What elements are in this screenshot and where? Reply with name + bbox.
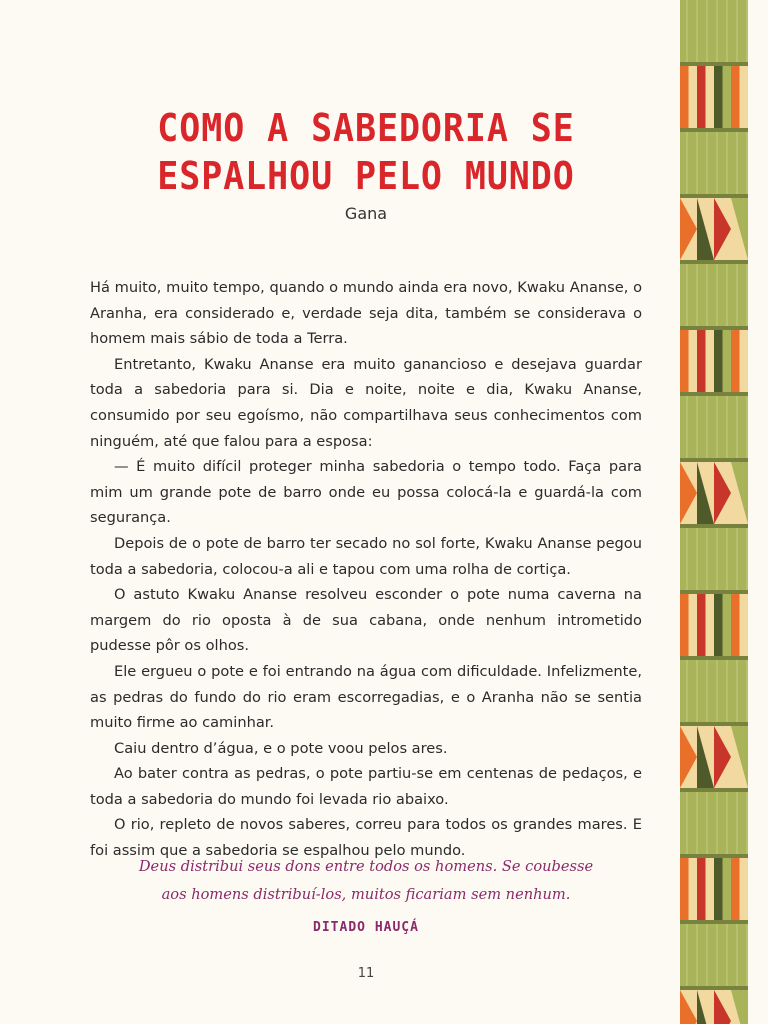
proverb-attribution: DITADO HAUÇÁ xyxy=(313,920,419,935)
story-text xyxy=(90,275,642,864)
chapter-origin: Gana xyxy=(344,204,388,223)
proverb-line-1: Deus distribui seus dons entre todos os homens. Se coubesse xyxy=(138,858,594,875)
paragraph: O astuto Kwaku Ananse resolveu esconder o pote numa caverna na margem do rio oposta à de sua cabana, onde nenhum intrometido pudesse pôr os olhos. xyxy=(90,586,642,655)
paragraph: Caiu dentro d’água, e o pote voou pelos ares. xyxy=(114,739,448,757)
proverb-line-2: aos homens distribuí-los, muitos ficariam sem nenhum. xyxy=(161,886,571,903)
paragraph: Há muito, muito tempo, quando o mundo ainda era novo, Kwaku Ananse, o Aranha, era considerado e, verdade seja dita, também se considerava o homem mais sábio de toda a Terra. xyxy=(90,279,642,348)
proverb-quote xyxy=(90,853,642,909)
paragraph: O rio, repleto de novos saberes, correu para todos os grandes mares. E foi assim que a sabedoria se espalhou pelo mundo. xyxy=(90,816,642,860)
paragraph: Ele ergueu o pote e foi entrando na água com dificuldade. Infelizmente, as pedras do fundo do rio eram escorregadias, e o Aranha não se sentia muito firme ao caminhar. xyxy=(90,662,642,732)
page-number: 11 xyxy=(357,966,375,981)
paragraph: — É muito difícil proteger minha sabedoria o tempo todo. Faça para mim um grande pote de barro onde eu possa colocá-la e guardá-la com segurança. xyxy=(90,458,642,527)
paragraph: Ao bater contra as pedras, o pote partiu-se em centenas de pedaços, e toda a sabedoria do mundo foi levada rio abaixo. xyxy=(90,765,642,808)
kente-pattern-graphic xyxy=(680,0,748,1024)
kente-pattern-border xyxy=(680,0,748,1024)
paragraph: Depois de o pote de barro ter secado no sol forte, Kwaku Ananse pegou toda a sabedoria, colocou-a ali e tapou com uma rolha de cortiça. xyxy=(90,534,642,578)
chapter-title-line-1: COMO A SABEDORIA SE xyxy=(157,106,575,150)
chapter-title xyxy=(112,104,620,200)
chapter-title-line-2: ESPALHOU PELO MUNDO xyxy=(157,154,575,198)
paragraph: Entretanto, Kwaku Ananse era muito ganancioso e desejava guardar toda a sabedoria para si. Dia e noite, noite e dia, Kwaku Ananse, consumido por seu egoísmo, não compartilhava seus conhecimentos com ninguém, até que falou para a esposa: xyxy=(90,355,642,450)
